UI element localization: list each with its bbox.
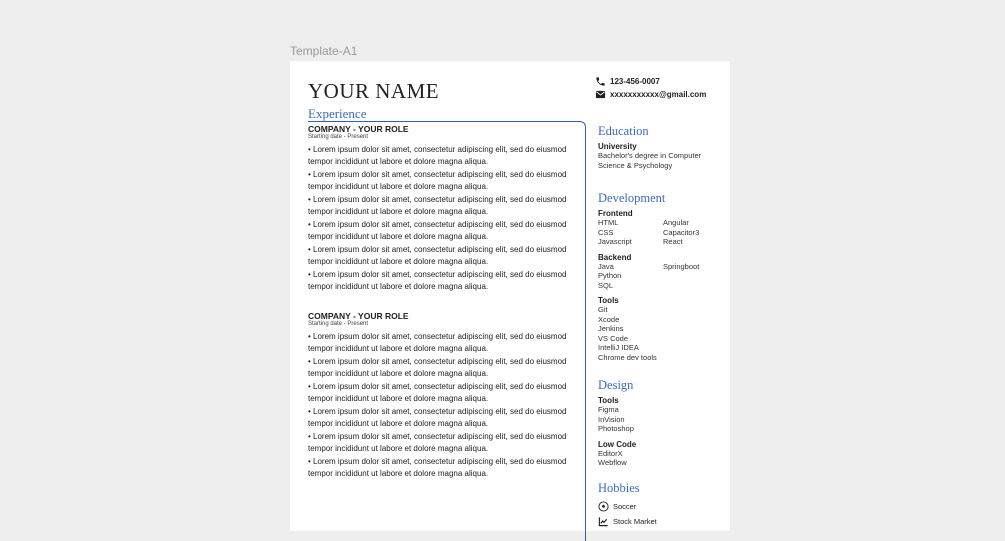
skill-item: InVision [598,414,625,424]
skill-item: Capacitor3 [663,227,700,237]
contact-block [595,75,706,101]
education-heading: Education [598,124,649,138]
development-section [598,191,723,362]
hobby-label: Soccer [613,502,637,511]
hobby-item [598,499,723,514]
skill-item: Javascript [598,237,632,246]
skill-item: Git [598,305,608,314]
job-date: Starting date - Present [308,321,369,327]
skill-item: IntelliJ IDEA [598,343,639,352]
soccer-ball-icon [598,501,609,512]
lowcode-label: Low Code [598,439,637,449]
skill-item: React [663,237,683,246]
skill-item: Python [598,271,622,280]
job-bullet: • Lorem ipsum dolor sit amet, consectetur adipiscing elit, sed do eiusmod tempor incididunt ut labore et dolore magna aliqua. [308,195,567,216]
skill-item: Jenkins [598,324,624,333]
design-section [598,378,723,468]
job-bullet: • Lorem ipsum dolor sit amet, consectetur adipiscing elit, sed do eiusmod tempor incididunt ut labore et dolore magna aliqua. [308,245,567,266]
frame-label[interactable]: Template-A1 [290,44,358,58]
design-heading: Design [598,378,634,392]
job-bullet: • Lorem ipsum dolor sit amet, consectetur adipiscing elit, sed do eiusmod tempor incididunt ut labore et dolore magna aliqua. [308,432,567,453]
resume-name: YOUR NAME [308,79,440,103]
job-title: COMPANY - YOUR ROLE [308,124,409,134]
frontend-label: Frontend [598,209,633,218]
hobbies-heading: Hobbies [598,481,640,495]
hobbies-section [598,481,723,529]
resume-page[interactable] [290,61,730,531]
job-date: Starting date - Present [308,134,369,140]
job-bullet: • Lorem ipsum dolor sit amet, consectetur adipiscing elit, sed do eiusmod tempor incididunt ut labore et dolore magna aliqua. [308,332,567,353]
skill-item: Java [598,261,614,271]
skill-item: Photoshop [598,424,634,433]
skill-item: CSS [598,227,614,237]
job-bullet: • Lorem ipsum dolor sit amet, consectetur adipiscing elit, sed do eiusmod tempor incididunt ut labore et dolore magna aliqua. [308,145,567,166]
skill-item: Webflow [598,458,627,467]
development-heading: Development [598,191,666,205]
education-degree: Bachelor's degree in Computer Science & Psychology [598,151,702,170]
skill-item: EditorX [598,448,623,458]
job-bullet: • Lorem ipsum dolor sit amet, consectetur adipiscing elit, sed do eiusmod tempor incididunt ut labore et dolore magna aliqua. [308,457,567,478]
experience-heading: Experience [308,106,367,121]
backend-label: Backend [598,252,632,262]
education-section [598,124,723,170]
job-bullet: • Lorem ipsum dolor sit amet, consectetur adipiscing elit, sed do eiusmod tempor incididunt ut labore et dolore magna aliqua. [308,170,567,191]
job-bullet: • Lorem ipsum dolor sit amet, consectetur adipiscing elit, sed do eiusmod tempor incididunt ut labore et dolore magna aliqua. [308,357,567,378]
education-school: University [598,142,637,151]
skill-item: Chrome dev tools [598,352,657,362]
skill-item: HTML [598,218,619,227]
design-tools-label: Tools [598,396,619,405]
skill-item: Xcode [598,314,620,324]
skill-item: Figma [598,405,619,414]
job-bullet: • Lorem ipsum dolor sit amet, consectetur adipiscing elit, sed do eiusmod tempor incididunt ut labore et dolore magna aliqua. [308,220,567,241]
job-bullet: • Lorem ipsum dolor sit amet, consectetur adipiscing elit, sed do eiusmod tempor incididunt ut labore et dolore magna aliqua. [308,407,567,428]
hobby-label: Stock Market [613,517,657,526]
hobby-item [598,514,723,529]
job-title: COMPANY - YOUR ROLE [308,311,409,321]
skill-item: VS Code [598,333,629,343]
job-bullet: • Lorem ipsum dolor sit amet, consectetur adipiscing elit, sed do eiusmod tempor incididunt ut labore et dolore magna aliqua. [308,382,567,403]
dev-tools-label: Tools [598,296,619,305]
skill-item: Angular [663,218,689,227]
job-bullet: • Lorem ipsum dolor sit amet, consectetur adipiscing elit, sed do eiusmod tempor incididunt ut labore et dolore magna aliqua. [308,270,567,291]
stock-chart-icon [598,516,609,527]
email-icon [595,89,606,100]
phone-text: 123-456-0007 [610,77,660,86]
skill-item: Springboot [663,261,700,271]
phone-icon [595,76,606,87]
job-entry [308,311,568,481]
skill-item: SQL [598,280,614,290]
job-entry [308,124,568,294]
email-text: xxxxxxxxxxx@gmail.com [610,90,707,99]
